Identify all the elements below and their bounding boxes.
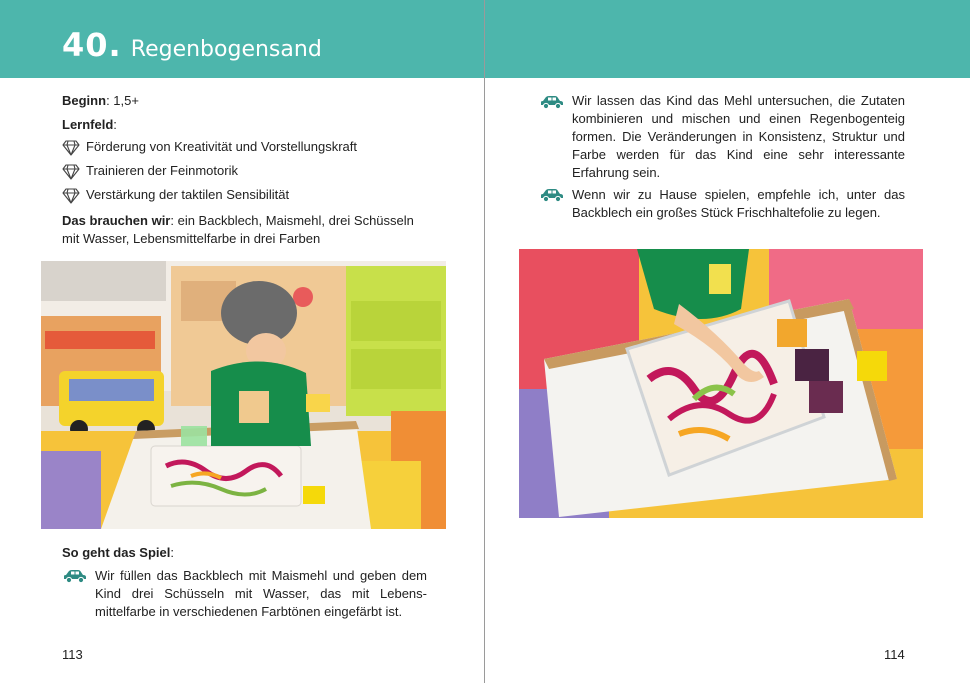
car-icon <box>62 569 88 583</box>
beginn-value: : 1,5+ <box>106 93 139 108</box>
spiel-label: So geht das Spiel <box>62 545 171 560</box>
spiel-colon: : <box>170 545 174 560</box>
brauchen-text: : ein Backblech, Maismehl, drei Schüsseln <box>170 213 414 228</box>
lernfeld-item: Trainieren der Feinmotorik <box>86 163 238 178</box>
left-page <box>0 0 484 683</box>
brauchen-line-2: mit Wasser, Lebensmittelfarbe in drei Farben <box>62 231 321 246</box>
brauchen-line-1 <box>62 212 414 230</box>
beginn-label: Beginn <box>62 93 107 108</box>
page-number-left: 113 <box>62 647 83 662</box>
lernfeld-item: Förderung von Kreativität und Vorstellungskraft <box>86 139 357 154</box>
beginn-line <box>62 92 139 110</box>
spiel-heading <box>62 544 174 562</box>
diamond-icon <box>62 140 80 156</box>
diamond-icon <box>62 164 80 180</box>
title-text: Regenbogensand <box>130 37 322 62</box>
title-number: 40. <box>62 26 122 64</box>
page-number-right: 114 <box>884 647 905 662</box>
page-title <box>62 26 322 64</box>
car-icon <box>539 188 565 202</box>
lernfeld-colon: : <box>113 117 117 132</box>
tip-paragraph: Wenn wir zu Hause spielen, empfehle ich, unter das Backblech ein großes Stück Frischhaltefolie zu legen. <box>572 187 905 220</box>
activity-photo-tray-closeup <box>519 249 923 518</box>
lernfeld-label: Lernfeld <box>62 117 114 132</box>
spiel-paragraph: Wir füllen das Backblech mit Maismehl und geben dem Kind drei Schüsseln mit Wasser, das mit Lebens- mittelfarbe in verschiedenen Farbtönen eingefärbt ist. <box>95 568 427 619</box>
lernfeld-line <box>62 116 117 134</box>
instruction-paragraph: Wir lassen das Kind das Mehl untersuchen, die Zutaten kombinieren und mischen und einen Regenbogenteig formen. Die Veränderungen in Konsistenz, Struktur und Farbe werden für das Kind eine sehr interessante Erfahrung sein. <box>572 93 905 180</box>
diamond-icon <box>62 188 80 204</box>
header-band <box>485 0 970 78</box>
activity-photo-child-table <box>41 261 446 529</box>
right-page <box>485 0 970 683</box>
lernfeld-item: Verstärkung der taktilen Sensibilität <box>86 187 290 202</box>
car-icon <box>539 95 565 109</box>
brauchen-label: Das brauchen wir <box>62 213 171 228</box>
